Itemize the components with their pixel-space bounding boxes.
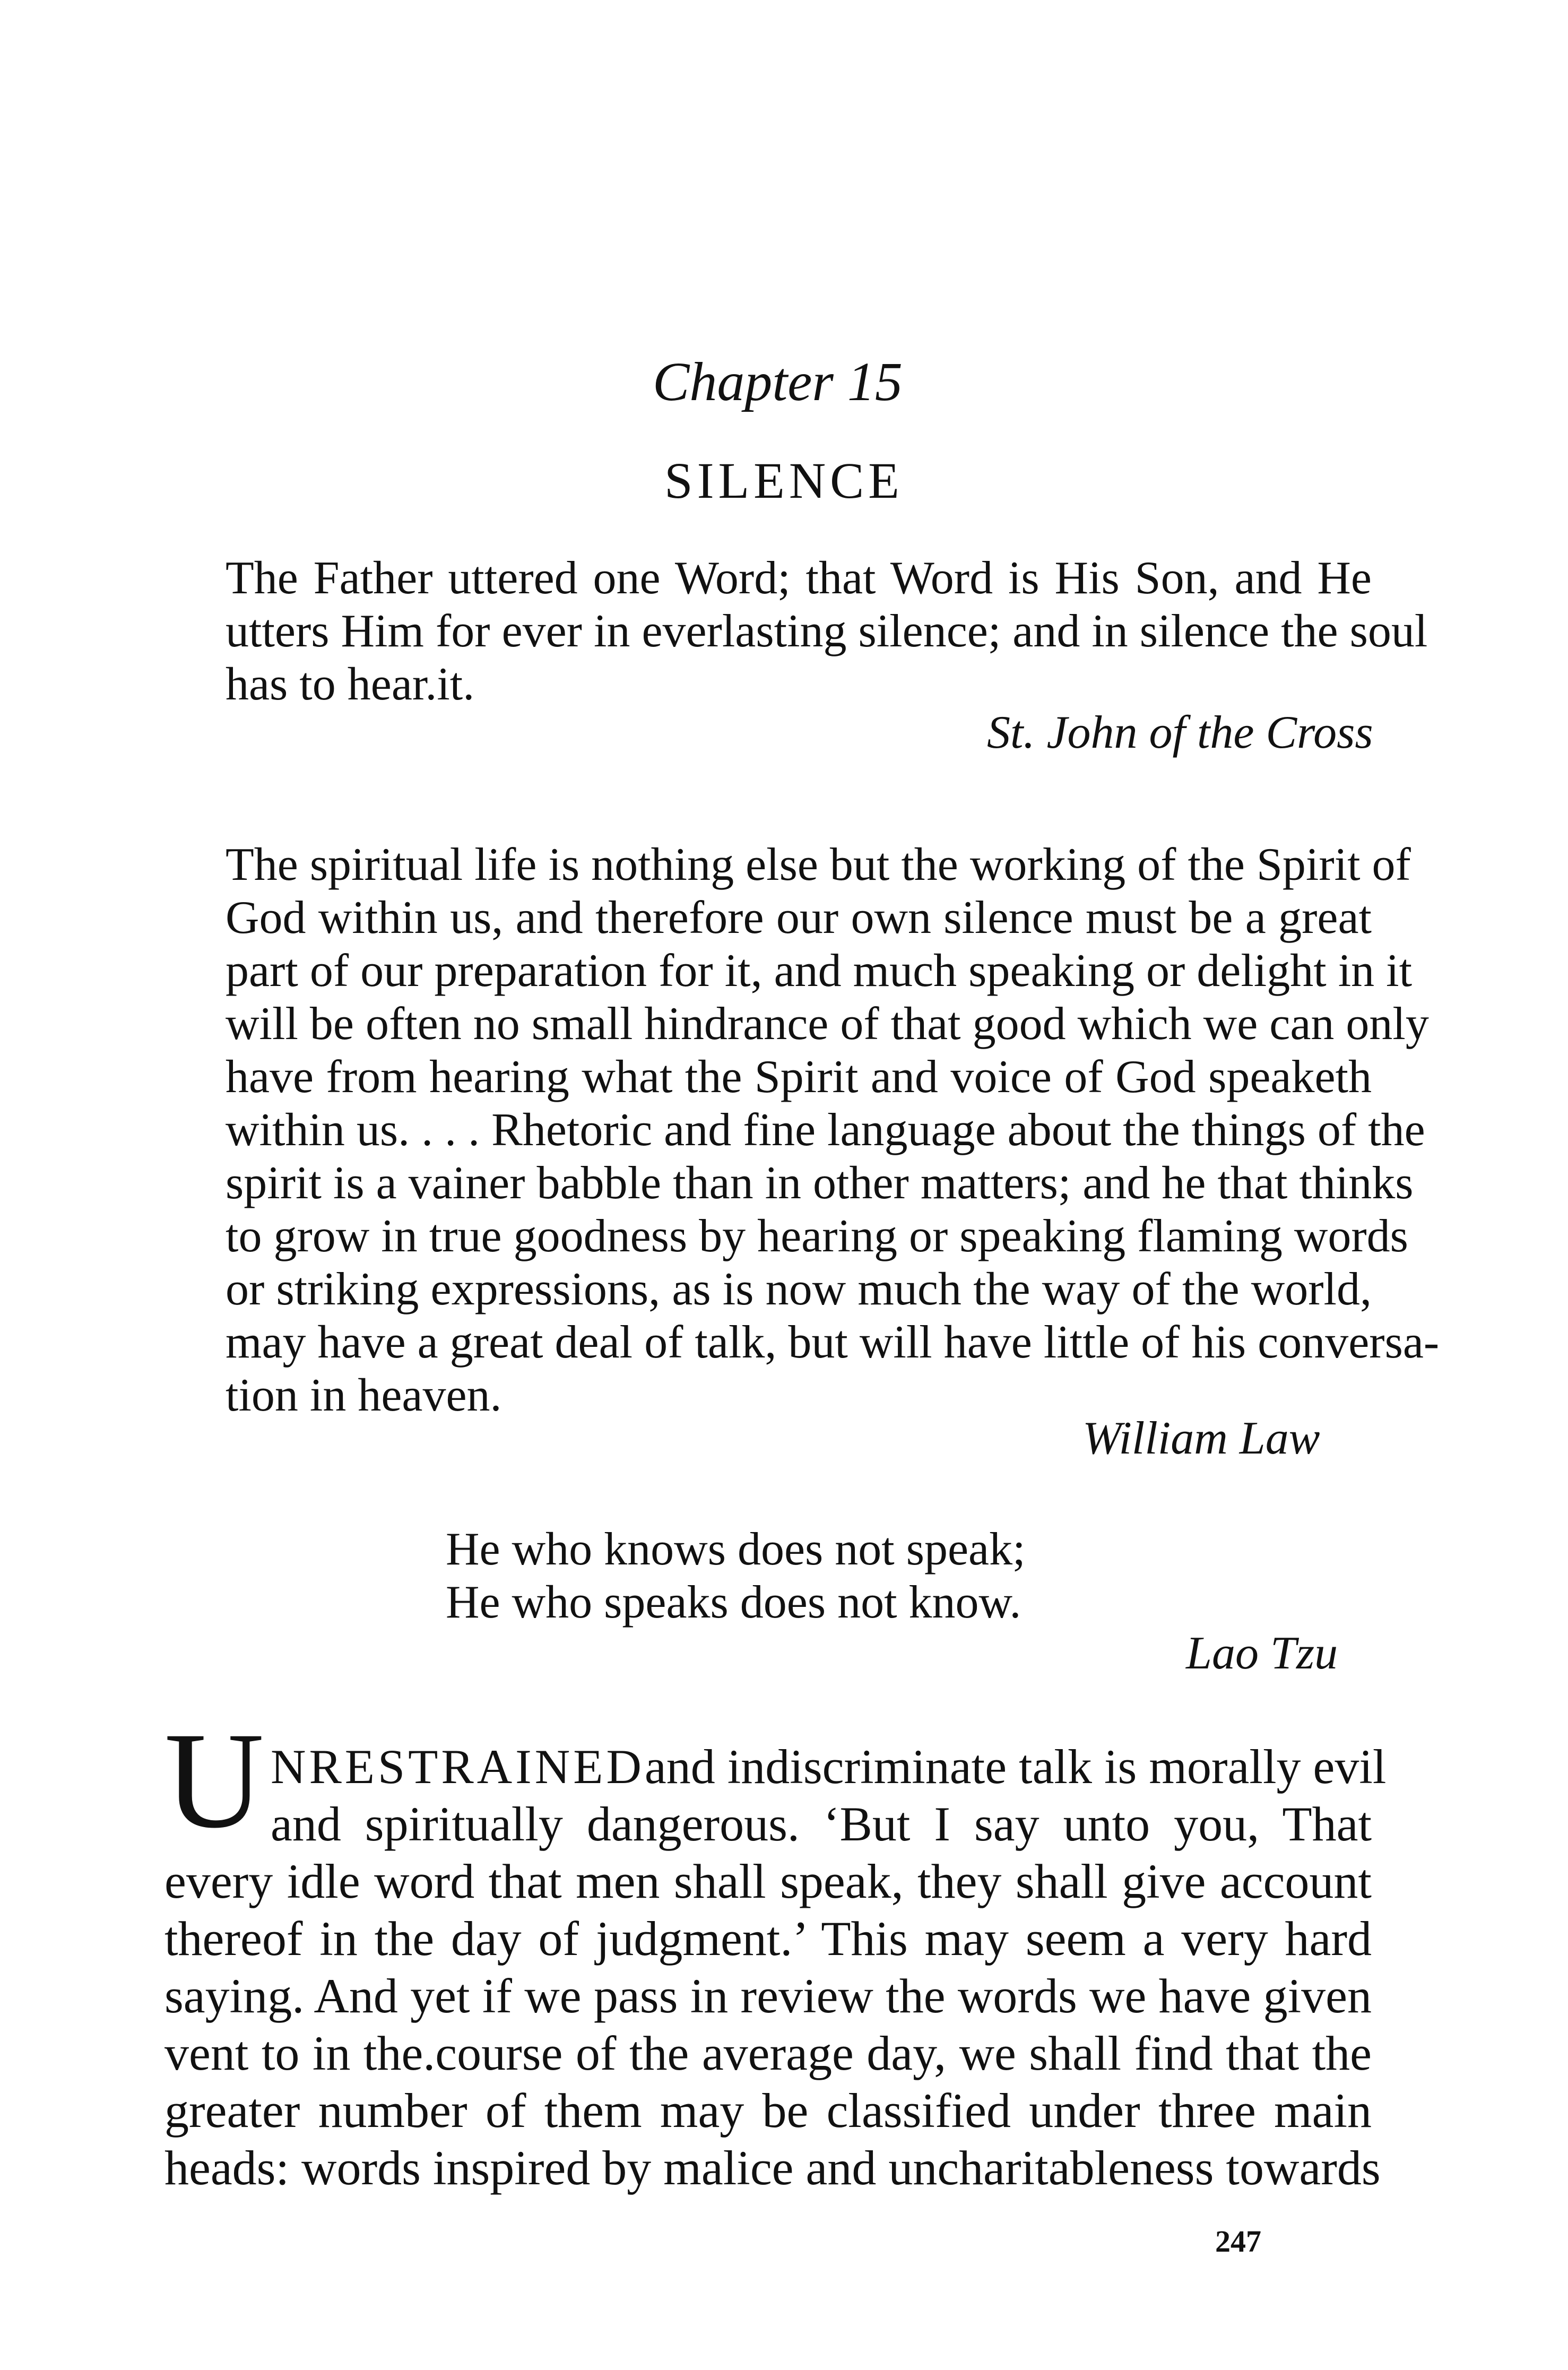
small-caps-opening: NRESTRAINED: [271, 1740, 645, 1794]
body-line: and spiritually dangerous. ‘But I say unto you, That: [271, 1797, 1372, 1851]
chapter-title: SILENCE: [664, 452, 904, 509]
epigraph-line: God within us, and therefore our own silence must be a great: [226, 892, 1372, 944]
epigraph-line: or striking expressions, as is now much the way of the world,: [226, 1264, 1372, 1315]
body-line: thereof in the day of judgment.’ This may seem a very hard: [164, 1911, 1372, 1966]
epigraph-attribution: William Law: [1082, 1413, 1320, 1464]
epigraph-line: to grow in true goodness by hearing or speaking flaming words: [226, 1210, 1408, 1262]
body-paragraph: [164, 1853, 1381, 2196]
epigraph-line: The Father uttered one Word; that Word is His Son, and He: [226, 552, 1372, 604]
body-line: heads: words inspired by malice and uncharitableness towards: [164, 2141, 1381, 2195]
body-line: [271, 1738, 1387, 1795]
epigraph-line: within us. . . . Rhetoric and fine language about the things of the: [226, 1104, 1425, 1156]
verse-line: He who knows does not speak;: [446, 1524, 1026, 1575]
epigraph-line: part of our preparation for it, and much speaking or delight in it: [226, 945, 1413, 997]
epigraph-line: tion in heaven.: [226, 1370, 502, 1421]
chapter-label: Chapter 15: [653, 351, 903, 412]
epigraph-attribution: Lao Tzu: [1186, 1628, 1338, 1679]
epigraph-lao-tzu: [446, 1523, 1242, 1629]
epigraph-line: may have a great deal of talk, but will have little of his conversa-: [226, 1317, 1440, 1368]
body-line: every idle word that men shall speak, they shall give account: [164, 1854, 1372, 1908]
body-line: saying. And yet if we pass in review the words we have given: [164, 1969, 1372, 2023]
epigraph-line: has to hear.it.: [226, 659, 475, 710]
body-line: greater number of them may be classified under three main: [164, 2083, 1372, 2138]
body-line-rest: and indiscriminate talk is morally evil: [644, 1740, 1387, 1794]
epigraph-william-law: [226, 838, 1440, 1422]
epigraph-line: have from hearing what the Spirit and voice of God speaketh: [226, 1051, 1372, 1103]
verse-line: He who speaks does not know.: [446, 1577, 1021, 1628]
epigraph-attribution: St. John of the Cross: [987, 707, 1373, 758]
epigraph-john-of-the-cross: [226, 552, 1428, 711]
page-number: 247: [1215, 2224, 1261, 2259]
body-line: vent to in the.course of the average day, we shall find that the: [164, 2026, 1372, 2080]
epigraph-line: utters Him for ever in everlasting silence; and in silence the soul: [226, 606, 1428, 657]
drop-cap: U: [164, 1704, 264, 1857]
body-opening-lines: [271, 1738, 1387, 1853]
epigraph-line: will be often no small hindrance of that good which we can only: [226, 998, 1429, 1050]
epigraph-line: The spiritual life is nothing else but the working of the Spirit of: [226, 839, 1411, 890]
epigraph-line: spirit is a vainer babble than in other matters; and he that thinks: [226, 1157, 1414, 1209]
